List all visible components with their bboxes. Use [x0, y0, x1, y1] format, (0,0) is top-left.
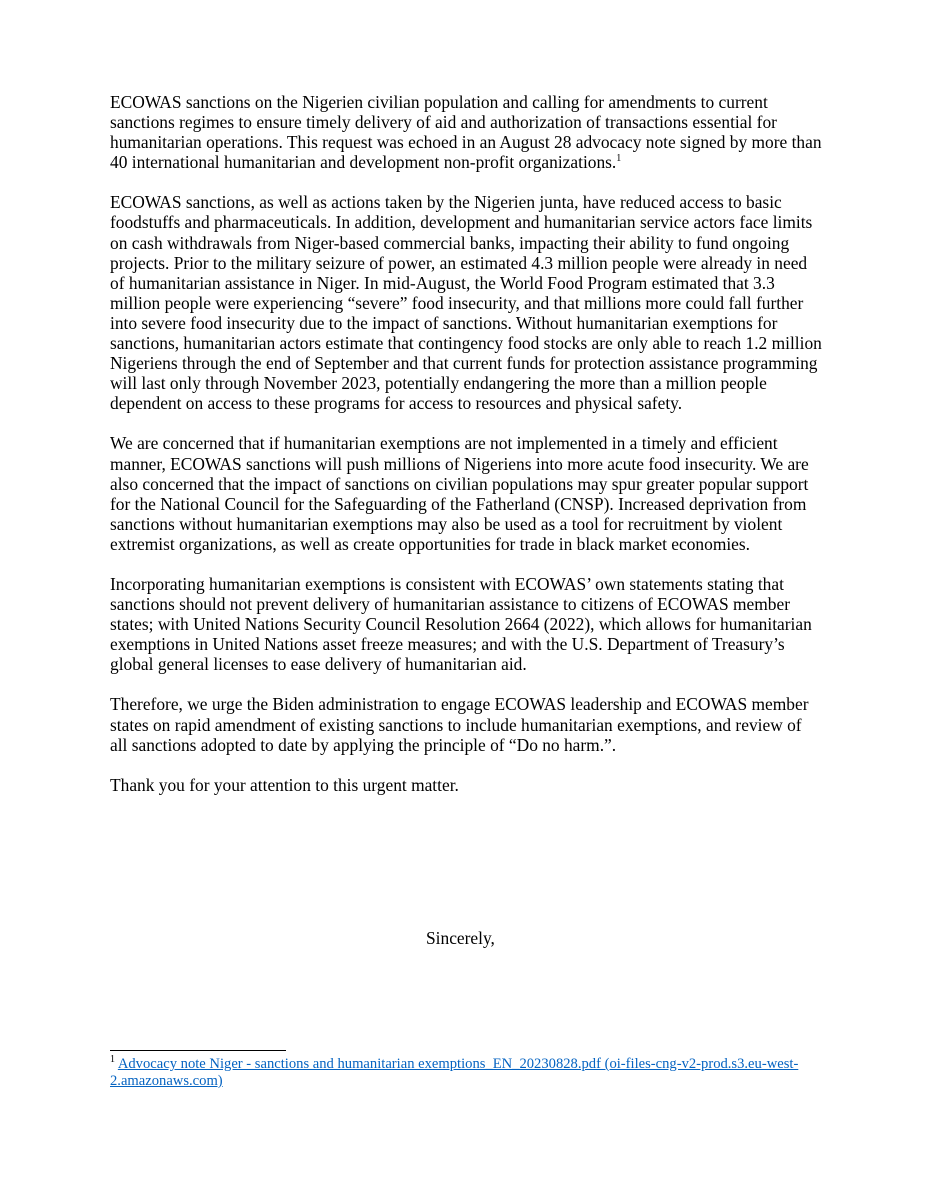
paragraph-6: Thank you for your attention to this urgent matter.: [110, 774, 459, 795]
paragraph-1-text: ECOWAS sanctions on the Nigerien civilian population and calling for amendments to current sanctions regimes to ensure timely delivery of aid and authorization of transactions essential for humanitarian operations. This request was echoed in an August 28 advocacy note signed by more than 40 international humanitarian and development non-profit organizations.: [110, 92, 822, 173]
footnote-reference: 1: [616, 153, 622, 165]
paragraph-3: We are concerned that if humanitarian exemptions are not implemented in a timely and efficient manner, ECOWAS sanctions will push millions of Nigeriens into more acute food insecurity. We are also concerned that the impact of sanctions on civilian populations may spur greater popular support for the National Council for the Safeguarding of the Fatherland (CNSP). Increased deprivation from sanctions without humanitarian exemptions may also be used as a tool for recruitment by violent extremist organizations, as well as create opportunities for trade in black market economies.: [110, 433, 809, 554]
paragraph-4: Incorporating humanitarian exemptions is consistent with ECOWAS’ own statements stating that sanctions should not prevent delivery of humanitarian assistance to citizens of ECOWAS member states; with United Nations Security Council Resolution 2664 (2022), which allows for humanitarian exemptions in United Nations asset freeze measures; and with the U.S. Department of Treasury’s global general licenses to ease delivery of humanitarian aid.: [110, 573, 812, 675]
footnote-link[interactable]: Advocacy note Niger - sanctions and humanitarian exemptions_EN_20230828.pdf (oi-files-cng-v2-prod.s3.eu-west-2.amazonaws.com): [110, 1056, 799, 1089]
footnote-marker: 1: [110, 1054, 115, 1066]
paragraph-2: ECOWAS sanctions, as well as actions taken by the Nigerien junta, have reduced access to basic foodstuffs and pharmaceuticals. In addition, development and humanitarian service actors face limits on cash withdrawals from Niger-based commercial banks, impacting their ability to fund ongoing projects. Prior to the military seizure of power, an estimated 4.3 million people were already in need of humanitarian assistance in Niger. In mid-August, the World Food Program estimated that 3.3 million people were experiencing “severe” food insecurity, and that millions more could fall further into severe food insecurity due to the impact of sanctions. Without humanitarian exemptions for sanctions, humanitarian actors estimate that contingency food stocks are only able to reach 1.2 million Nigeriens through the end of September and that current funds for protection assistance programming will last only through November 2023, potentially endangering the more than a million people dependent on access to these programs for access to resources and physical safety.: [110, 192, 822, 414]
paragraph-1: [110, 92, 822, 172]
paragraph-5: Therefore, we urge the Biden administration to engage ECOWAS leadership and ECOWAS member states on rapid amendment of existing sanctions to include humanitarian exemptions, and review of all sanctions adopted to date by applying the principle of “Do no harm.”.: [110, 694, 809, 755]
closing-salutation: Sincerely,: [426, 928, 495, 948]
footnote-divider: [110, 1050, 286, 1051]
footnote: [110, 1056, 810, 1090]
letter-body: [110, 92, 822, 815]
